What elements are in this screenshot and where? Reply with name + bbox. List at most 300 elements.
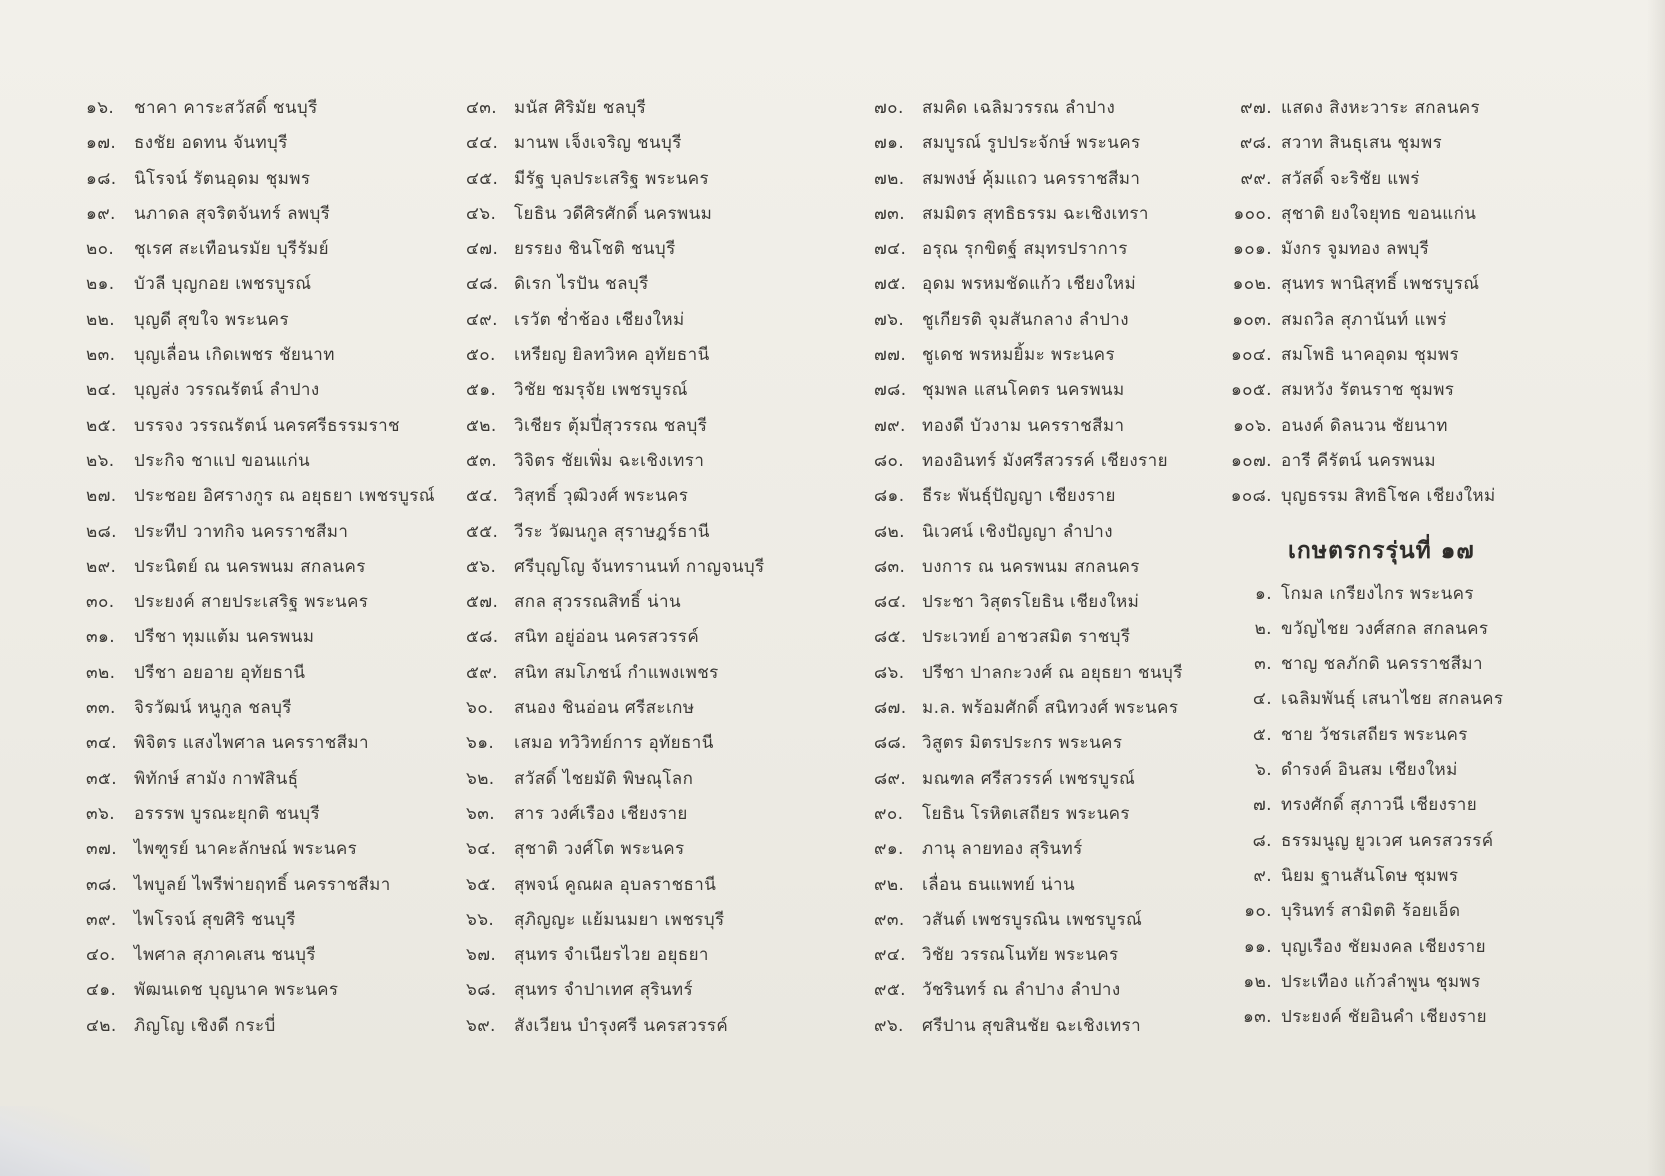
person-name-province: ยรรยง ชินโชติ ชนบุรี: [514, 239, 676, 260]
list-item: [466, 232, 765, 267]
list-item: [466, 303, 765, 338]
list-item: [874, 91, 1183, 126]
list-item: [1220, 859, 1503, 894]
list-item: [86, 197, 435, 232]
person-name-province: โยธิน วดีศิรศักดิ์ นครพนม: [514, 203, 713, 224]
person-name-province: ชูเดช พรหมยิ้มะ พระนคร: [922, 345, 1115, 366]
list-item: [466, 762, 765, 797]
item-number: ๓๙.: [86, 909, 117, 930]
list-item: [466, 1009, 765, 1044]
person-name-province: บุรินทร์ สามิตติ ร้อยเอ็ด: [1281, 901, 1461, 922]
name-list-column-2: [466, 91, 765, 1044]
person-name-province: สมพงษ์ คุ้มแถว นครราชสีมา: [922, 168, 1141, 189]
person-name-province: ประนิตย์ ณ นครพนม สกลนคร: [134, 556, 366, 577]
person-name-province: วิชัย ชมรุจัย เพชรบูรณ์: [514, 380, 688, 401]
item-number: ๕๐.: [466, 345, 496, 366]
person-name-province: ธรรมนูญ ยูวเวศ นครสวรรค์: [1281, 830, 1494, 851]
list-item: [86, 338, 435, 373]
person-name-province: ประกิจ ชาแป ขอนแก่น: [134, 450, 311, 471]
item-number: ๙๗.: [1240, 98, 1272, 118]
item-number: ๒๖.: [86, 450, 115, 471]
person-name-province: ชุมพล แสนโคตร นครพนม: [922, 380, 1125, 401]
item-number: ๙๔.: [874, 945, 906, 966]
list-item: [1220, 753, 1503, 788]
list-item: [86, 550, 435, 585]
person-name-province: สุพจน์ คูณผล อุบลราชธานี: [514, 874, 717, 895]
list-item: [86, 232, 435, 267]
person-name-province: ไพฑูรย์ นาคะลักษณ์ พระนคร: [134, 839, 358, 860]
person-name-province: พิทักษ์ สามัง กาฬสินธุ์: [134, 768, 299, 789]
item-number: ๗๓.: [874, 203, 906, 224]
list-item: [1220, 126, 1503, 161]
item-number: ๘๐.: [874, 450, 905, 471]
item-number: ๓.: [1254, 654, 1272, 675]
person-name-province: ภิญโญ เชิงดี กระบี่: [134, 1015, 276, 1036]
list-item: [1220, 232, 1503, 267]
item-number: ๓๓.: [86, 698, 116, 719]
list-item: [874, 726, 1183, 761]
list-item: [874, 903, 1183, 938]
list-item: [1220, 965, 1503, 1000]
item-number: ๕๑.: [466, 380, 497, 401]
item-number: ๓๔.: [86, 733, 118, 754]
person-name-province: ประชา วิสุตรโยธิน เชียงใหม่: [922, 592, 1140, 613]
person-name-province: บุญเลื่อน เกิดเพชร ชัยนาท: [134, 345, 335, 366]
person-name-province: เรวัต ช่ำช้อง เชียงใหม่: [514, 309, 685, 330]
person-name-province: โกมล เกรียงไกร พระนคร: [1281, 583, 1474, 604]
person-name-province: ชาญ ชลภักดิ นครราชสีมา: [1281, 654, 1483, 675]
list-item: [1220, 612, 1503, 647]
item-number: ๕๒.: [466, 415, 497, 436]
item-number: ๖๓.: [466, 803, 496, 824]
list-item: [466, 409, 765, 444]
list-item: [466, 338, 765, 373]
list-item: [86, 726, 435, 761]
person-name-province: เหรียญ ยิลทวิหค อุทัยธานี: [514, 345, 710, 366]
item-number: ๔๒.: [86, 1015, 117, 1036]
list-item: [466, 973, 765, 1008]
list-item: [874, 267, 1183, 302]
name-list-column-1: [86, 91, 435, 1044]
list-item: [1220, 338, 1503, 373]
item-number: ๕.: [1252, 724, 1272, 745]
person-name-province: สนิท อยู่อ่อน นครสวรรค์: [514, 627, 700, 648]
item-number: ๑๐๕.: [1230, 380, 1272, 401]
list-item: [1220, 788, 1503, 823]
list-item: [874, 232, 1183, 267]
person-name-province: สวาท สินธุเสน ชุมพร: [1281, 133, 1443, 154]
item-number: ๑๐๘.: [1230, 486, 1272, 507]
person-name-province: ประยงค์ สายประเสริฐ พระนคร: [134, 592, 369, 613]
item-number: ๔๑.: [86, 980, 117, 1001]
list-item: [874, 338, 1183, 373]
person-name-province: ทองดี บัวงาม นครราชสีมา: [922, 415, 1125, 436]
item-number: ๓๒.: [86, 662, 116, 683]
list-item: [874, 868, 1183, 903]
item-number: ๕๕.: [466, 521, 499, 542]
item-number: ๘๗.: [874, 698, 907, 719]
item-number: ๗๖.: [874, 309, 905, 330]
item-number: ๕๖.: [466, 556, 497, 577]
list-item: [466, 726, 765, 761]
item-number: ๒๐.: [86, 239, 115, 260]
person-name-province: บงการ ณ นครพนม สกลนคร: [922, 556, 1140, 577]
item-number: ๓๐.: [86, 592, 115, 613]
list-item: [86, 832, 435, 867]
item-number: ๑๐๔.: [1230, 345, 1272, 366]
person-name-province: นิเวศน์ เชิงปัญญา ลำปาง: [922, 521, 1113, 542]
person-name-province: พิจิตร แสงไพศาล นครราชสีมา: [134, 733, 369, 754]
item-number: ๑๐๐.: [1233, 203, 1272, 224]
item-number: ๒๑.: [86, 274, 115, 295]
person-name-province: สุชาติ ยงใจยุทธ ขอนแก่น: [1281, 203, 1477, 224]
person-name-province: วิจิตร ชัยเพิ่ม ฉะเชิงเทรา: [514, 450, 705, 471]
list-item: [1220, 267, 1503, 302]
person-name-province: บุญส่ง วรรณรัตน์ ลำปาง: [134, 380, 320, 401]
paper-corner-wear: [0, 1106, 150, 1176]
person-name-province: เลื่อน ธนแพทย์ น่าน: [922, 874, 1075, 895]
section-heading: เกษตรกรรุ่นที่ ๑๗: [1288, 537, 1475, 564]
list-item: [874, 585, 1183, 620]
list-item: [1220, 91, 1503, 126]
item-number: ๖๖.: [466, 909, 495, 930]
list-item: [466, 515, 765, 550]
list-item: [466, 585, 765, 620]
item-number: ๑๐.: [1244, 901, 1272, 922]
item-number: ๑๐๖.: [1233, 415, 1272, 436]
item-number: ๙.: [1253, 865, 1272, 886]
person-name-province: นิยม ฐานสันโดษ ชุมพร: [1281, 865, 1459, 886]
item-number: ๔๕.: [466, 168, 499, 189]
person-name-province: โยธิน โรหิตเสถียร พระนคร: [922, 803, 1130, 824]
item-number: ๖๙.: [466, 1015, 496, 1036]
list-item: [874, 656, 1183, 691]
person-name-province: ประเวทย์ อาชวสมิต ราชบุรี: [922, 627, 1131, 648]
item-number: ๔๓.: [466, 98, 498, 118]
person-name-province: สนอง ชินอ่อน ศรีสะเกษ: [514, 698, 695, 719]
list-item: [874, 444, 1183, 479]
item-number: ๖๒.: [466, 768, 495, 789]
name-list-column-3: [874, 91, 1183, 1044]
person-name-province: มานพ เจ็งเจริญ ชนบุรี: [514, 133, 682, 154]
list-item: [874, 197, 1183, 232]
person-name-province: เสมอ ทวิวิทย์การ อุทัยธานี: [514, 733, 714, 754]
person-name-province: วิสูตร มิตรประกร พระนคร: [922, 733, 1123, 754]
item-number: ๙๓.: [874, 909, 905, 930]
list-item: [86, 938, 435, 973]
person-name-province: มังกร จูมทอง ลพบุรี: [1281, 239, 1430, 260]
item-number: ๒๘.: [86, 521, 117, 542]
person-name-province: สุชาติ วงศ์โต พระนคร: [514, 839, 685, 860]
item-number: ๗๐.: [874, 98, 904, 118]
person-name-province: ประชอย อิศรางกูร ณ อยุธยา เพชรบูรณ์: [134, 486, 435, 507]
item-number: ๔๔.: [466, 133, 499, 154]
item-number: ๖๗.: [466, 945, 497, 966]
item-number: ๘๔.: [874, 592, 907, 613]
person-name-province: อนงค์ ดิลนวน ชัยนาท: [1281, 415, 1448, 436]
person-name-province: ดำรงค์ อินสม เชียงใหม่: [1281, 760, 1458, 781]
list-item: [874, 620, 1183, 655]
list-item: [86, 973, 435, 1008]
list-item: [466, 620, 765, 655]
list-item: [1220, 824, 1503, 859]
person-name-province: บุญธรรม สิทธิโชค เชียงใหม่: [1281, 486, 1496, 507]
person-name-province: ไพบูลย์ ไพรีพ่ายฤทธิ์ นครราชสีมา: [134, 874, 391, 895]
list-item: [466, 797, 765, 832]
item-number: ๘.: [1252, 830, 1272, 851]
person-name-province: ชาคา คาระสวัสดิ์ ชนบุรี: [134, 98, 318, 118]
item-number: ๑๒.: [1243, 971, 1272, 992]
list-item: [874, 762, 1183, 797]
person-name-province: สวัสดิ์ ไชยมัติ พิษณุโลก: [514, 768, 694, 789]
list-item: [1220, 682, 1503, 717]
list-item: [1220, 444, 1503, 479]
item-number: ๙๕.: [874, 980, 906, 1001]
person-name-province: บรรจง วรรณรัตน์ นครศรีธรรมราช: [134, 415, 400, 436]
list-item: [466, 868, 765, 903]
person-name-province: บัวลี บุญกอย เพชรบูรณ์: [134, 274, 312, 295]
person-name-province: วสันต์ เพชรบูรณิน เพชรบูรณ์: [922, 909, 1143, 930]
person-name-province: วัชรินทร์ ณ ลำปาง ลำปาง: [922, 980, 1121, 1001]
list-item: [1220, 577, 1503, 612]
item-number: ๙๖.: [874, 1015, 904, 1036]
item-number: ๑๐๓.: [1232, 309, 1272, 330]
person-name-province: ชุเรศ สะเทือนรมัย บุรีรัมย์: [134, 239, 329, 260]
list-item: [86, 409, 435, 444]
list-item: [874, 162, 1183, 197]
item-number: ๗๔.: [874, 239, 907, 260]
person-name-province: ธงชัย อดทน จันทบุรี: [134, 133, 288, 154]
list-item: [86, 903, 435, 938]
list-item: [874, 126, 1183, 161]
item-number: ๒๓.: [86, 345, 116, 366]
item-number: ๘๕.: [874, 627, 907, 648]
person-name-province: ไพโรจน์ สุขศิริ ชนบุรี: [134, 909, 296, 930]
list-item: [874, 938, 1183, 973]
list-item: [86, 585, 435, 620]
item-number: ๖๘.: [466, 980, 497, 1001]
item-number: ๖๔.: [466, 839, 497, 860]
list-item: [86, 868, 435, 903]
list-item: [874, 691, 1183, 726]
item-number: ๔๘.: [466, 274, 499, 295]
list-item: [1220, 647, 1503, 682]
item-number: ๙๑.: [874, 839, 904, 860]
item-number: ๒๙.: [86, 556, 117, 577]
item-number: ๑๐๗.: [1231, 450, 1272, 471]
list-item: [874, 303, 1183, 338]
list-item: [86, 762, 435, 797]
person-name-province: ศรีปาน สุขสินชัย ฉะเชิงเทรา: [922, 1015, 1142, 1036]
list-item: [86, 620, 435, 655]
person-name-province: มนัส ศิริมัย ชลบุรี: [514, 98, 647, 118]
item-number: ๗.: [1253, 795, 1272, 816]
item-number: ๗๒.: [874, 168, 905, 189]
list-item: [86, 162, 435, 197]
item-number: ๓๑.: [86, 627, 116, 648]
list-item: [1220, 197, 1503, 232]
list-item: [86, 479, 435, 514]
person-name-province: ชูเกียรติ จุมสันกลาง ลำปาง: [922, 309, 1129, 330]
item-number: ๖๐.: [466, 698, 494, 719]
item-number: ๑๐๑.: [1233, 239, 1272, 260]
name-list-column-4: [1220, 91, 1503, 1035]
person-name-province: สมคิด เฉลิมวรรณ ลำปาง: [922, 98, 1116, 118]
item-number: ๔๗.: [466, 239, 499, 260]
person-name-province: ประยงค์ ชัยอินคำ เชียงราย: [1281, 1007, 1487, 1028]
person-name-province: เฉลิมพันธุ์ เสนาไชย สกลนคร: [1281, 689, 1504, 710]
list-item: [874, 832, 1183, 867]
item-number: ๘๖.: [874, 662, 905, 683]
person-name-province: ทองอินทร์ มังศรีสวรรค์ เชียงราย: [922, 450, 1168, 471]
list-item: [874, 973, 1183, 1008]
list-item: [1220, 718, 1503, 753]
person-name-province: วิเชียร ตุ้มปี่สุวรรณ ชลบุรี: [514, 415, 708, 436]
item-number: ๔๐.: [86, 945, 116, 966]
person-name-province: ม.ล. พร้อมศักดิ์ สนิทวงศ์ พระนคร: [922, 698, 1179, 719]
list-item: [874, 797, 1183, 832]
person-name-province: สมบูรณ์ รูปประจักษ์ พระนคร: [922, 133, 1141, 154]
item-number: ๘๒.: [874, 521, 905, 542]
item-number: ๑๖.: [86, 98, 115, 118]
person-name-province: ปรีชา ทุมแต้ม นครพนม: [134, 627, 315, 648]
person-name-province: สมโพธิ นาคอุดม ชุมพร: [1281, 345, 1459, 366]
item-number: ๒๔.: [86, 380, 117, 401]
list-item: [1220, 409, 1503, 444]
item-number: ๕๘.: [466, 627, 499, 648]
list-item: [466, 91, 765, 126]
item-number: ๓๕.: [86, 768, 118, 789]
list-item: [86, 373, 435, 408]
list-item: [466, 267, 765, 302]
item-number: ๙๒.: [874, 874, 905, 895]
person-name-province: จิรวัฒน์ หนูกูล ชลบุรี: [134, 698, 292, 719]
person-name-province: มณฑล ศรีสวรรค์ เพชรบูรณ์: [922, 768, 1136, 789]
list-item: [466, 550, 765, 585]
person-name-province: ปรีชา ปาลกะวงศ์ ณ อยุธยา ชนบุรี: [922, 662, 1183, 683]
paper-edge-shadow: [1647, 0, 1665, 1176]
person-name-province: อารี คีรัตน์ นครพนม: [1281, 450, 1437, 471]
item-number: ๕๔.: [466, 486, 499, 507]
list-item: [1220, 162, 1503, 197]
person-name-province: วิชัย วรรณโนทัย พระนคร: [922, 945, 1119, 966]
item-number: ๑๑.: [1243, 936, 1272, 957]
item-number: ๑๓.: [1242, 1007, 1272, 1028]
list-item: [86, 797, 435, 832]
list-item: [86, 515, 435, 550]
person-name-province: อุดม พรหมชัดแก้ว เชียงใหม่: [922, 274, 1137, 295]
list-item: [1220, 303, 1503, 338]
item-number: ๗๗.: [874, 345, 907, 366]
item-number: ๒.: [1254, 618, 1272, 639]
item-number: ๘๑.: [874, 486, 905, 507]
person-name-province: อรรรพ บูรณะยุกติ ชนบุรี: [134, 803, 321, 824]
list-item: [1220, 1000, 1503, 1035]
item-number: ๒๕.: [86, 415, 117, 436]
item-number: ๑.: [1255, 583, 1272, 604]
person-name-province: สมมิตร สุทธิธรรม ฉะเชิงเทรา: [922, 203, 1149, 224]
item-number: ๗๑.: [874, 133, 905, 154]
person-name-province: อรุณ รุกขิตฐ์ สมุทรปราการ: [922, 239, 1128, 260]
item-number: ๔๙.: [466, 309, 498, 330]
item-number: ๖๕.: [466, 874, 497, 895]
item-number: ๑๐๒.: [1232, 274, 1272, 295]
list-item: [466, 197, 765, 232]
list-item: [466, 444, 765, 479]
item-number: ๓๖.: [86, 803, 116, 824]
item-number: ๔๖.: [466, 203, 497, 224]
list-item: [874, 479, 1183, 514]
item-number: ๖๑.: [466, 733, 495, 754]
list-item: [86, 91, 435, 126]
list-item: [466, 656, 765, 691]
person-name-province: ประทีป วาทกิจ นครราชสีมา: [134, 521, 349, 542]
list-item: [874, 550, 1183, 585]
list-item: [874, 1009, 1183, 1044]
list-item: [466, 373, 765, 408]
list-item: [86, 656, 435, 691]
person-name-province: สมหวัง รัตนราช ชุมพร: [1281, 380, 1455, 401]
list-item: [86, 444, 435, 479]
person-name-province: สมถวิล สุภานันท์ แพร่: [1281, 309, 1447, 330]
person-name-province: ภานุ ลายทอง สุรินทร์: [922, 839, 1083, 860]
list-item: [86, 126, 435, 161]
item-number: ๑๗.: [86, 133, 117, 154]
list-item: [874, 373, 1183, 408]
list-item: [874, 515, 1183, 550]
person-name-province: สกล สุวรรณสิทธิ์ น่าน: [514, 592, 681, 613]
item-number: ๓๘.: [86, 874, 118, 895]
list-item: [86, 691, 435, 726]
list-item: [86, 303, 435, 338]
person-name-province: มีรัฐ บุลประเสริฐ พระนคร: [514, 168, 710, 189]
person-name-province: ขวัญไชย วงศ์สกล สกลนคร: [1281, 618, 1489, 639]
item-number: ๙๐.: [874, 803, 904, 824]
item-number: ๙๘.: [1239, 133, 1272, 154]
item-number: ๘๙.: [874, 768, 907, 789]
list-item: [1220, 930, 1503, 965]
person-name-province: บุญดี สุขใจ พระนคร: [134, 309, 289, 330]
person-name-province: สังเวียน บำรุงศรี นครสวรรค์: [514, 1015, 729, 1036]
person-name-province: ดิเรก ไรปัน ชลบุรี: [514, 274, 649, 295]
list-item: [466, 832, 765, 867]
item-number: ๑๙.: [86, 203, 116, 224]
person-name-province: วีระ วัฒนกูล สุราษฎร์ธานี: [514, 521, 710, 542]
list-item: [874, 409, 1183, 444]
person-name-province: พัฒนเดช บุญนาค พระนคร: [134, 980, 339, 1001]
person-name-province: ปรีชา อยอาย อุทัยธานี: [134, 662, 306, 683]
item-number: ๗๕.: [874, 274, 907, 295]
person-name-province: ธีระ พันธุ์ปัญญา เชียงราย: [922, 486, 1116, 507]
person-name-province: สุนทร จำปาเทศ สุรินทร์: [514, 980, 694, 1001]
item-number: ๕๓.: [466, 450, 498, 471]
item-number: ๗๙.: [874, 415, 906, 436]
list-item: [86, 1009, 435, 1044]
list-item: [466, 162, 765, 197]
item-number: ๔.: [1252, 689, 1272, 710]
item-number: ๓๗.: [86, 839, 118, 860]
list-item: [1220, 479, 1503, 514]
list-item: [466, 903, 765, 938]
person-name-province: บุญเรือง ชัยมงคล เชียงราย: [1281, 936, 1486, 957]
item-number: ๙๙.: [1240, 168, 1272, 189]
person-name-province: สวัสดิ์ จะริชัย แพร่: [1281, 168, 1420, 189]
person-name-province: สุนทร จำเนียรไวย อยุธยา: [514, 945, 709, 966]
person-name-province: ชาย วัชรเสถียร พระนคร: [1281, 724, 1468, 745]
list-item: [1220, 373, 1503, 408]
item-number: ๘๓.: [874, 556, 906, 577]
item-number: ๘๘.: [874, 733, 907, 754]
